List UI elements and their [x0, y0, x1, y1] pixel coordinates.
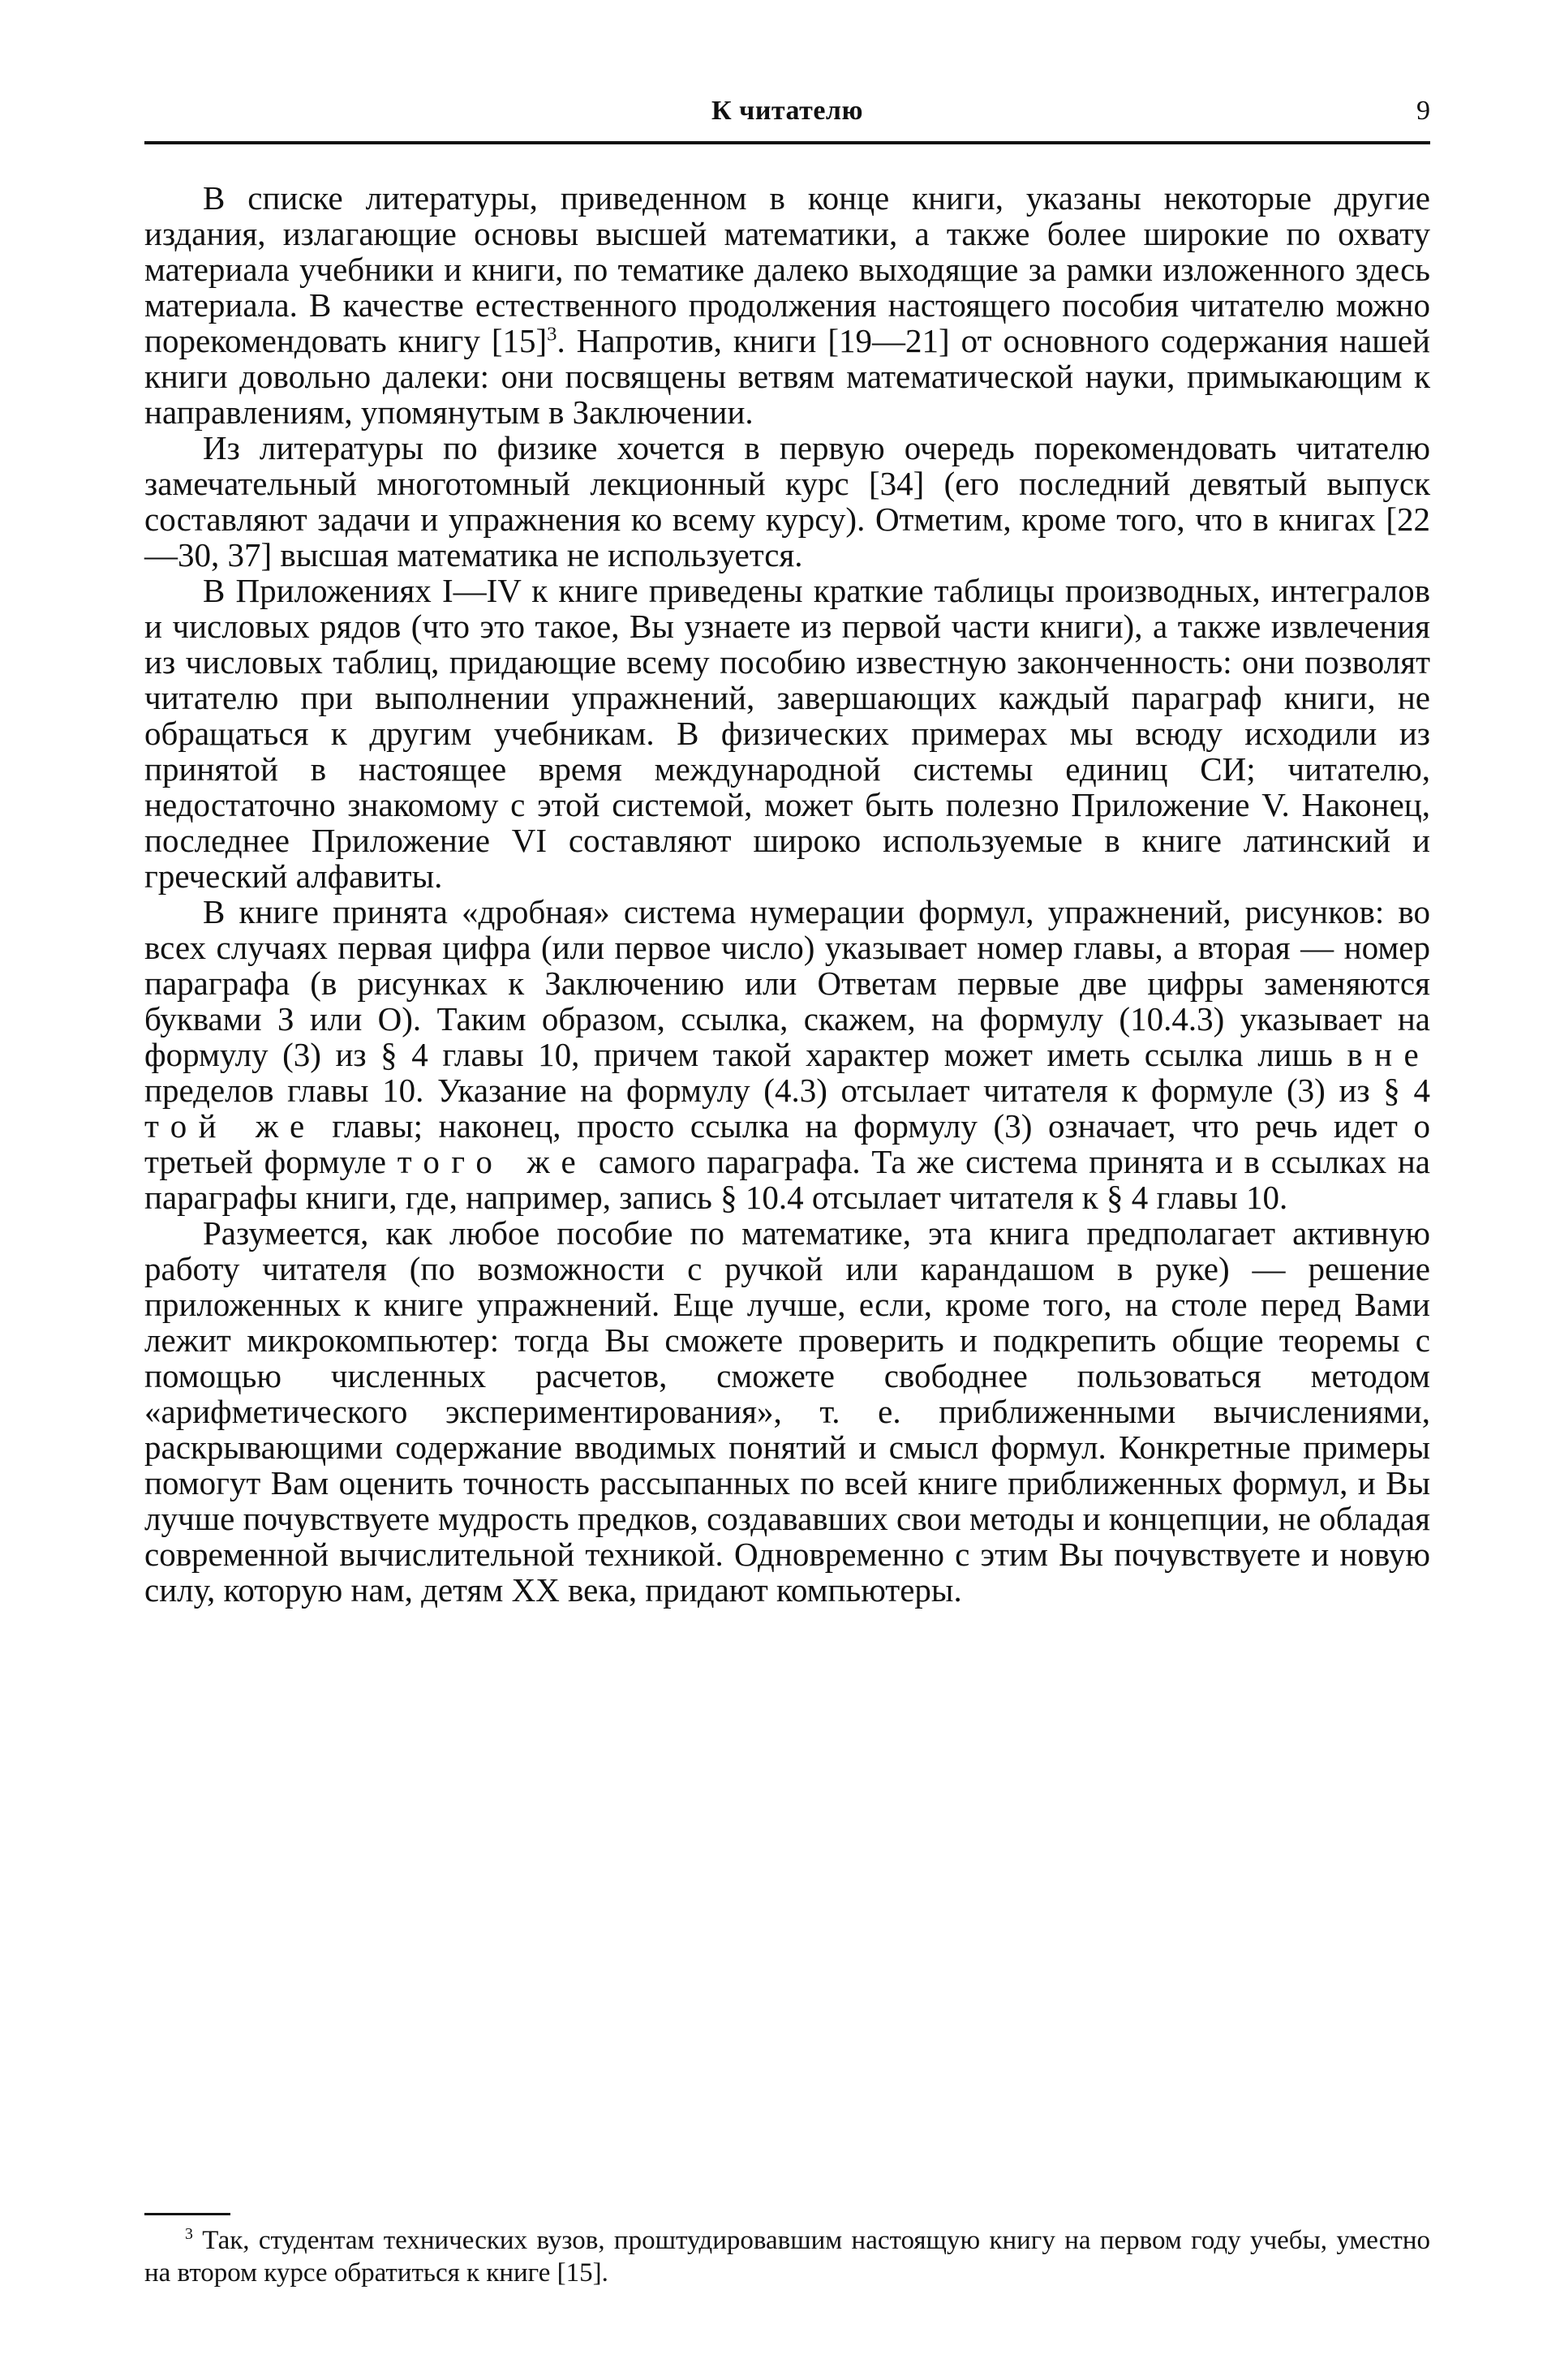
paragraph-literature-text-continued: . Напротив, книги [19—21] от основного содержания нашей книги довольно далеки: они посвящены ветвям математической науки, примыкающим к направлениям, упомянутым в Заключении. [144, 322, 1430, 431]
footnote-divider [144, 2213, 230, 2215]
numbering-text-part-1: В книге принята «дробная» система нумерации формул, упражнений, рисунков: во всех случаях первая цифра (или первое число) указывает номер главы, а вторая — номер параграфа (в рисунках к Заключению или Ответам первые две цифры заменяются буквами З или О). Таким образом, ссылка, скажем, на формулу (10.4.3) указывает на формулу (3) из § 4 главы 10, причем такой характер может иметь ссылка лишь [144, 893, 1430, 1073]
footnote-text: Так, студентам технических вузов, проштудировавшим настоящую книгу на первом году учебы, уместно на втором курсе обратиться к книге [15]. [144, 2226, 1430, 2288]
footnote-marker: 3 [185, 2225, 193, 2243]
numbering-text-part-2: пределов главы 10. Указание на формулу (4.3) отсылает читателя к формуле (3) из § 4 [144, 1072, 1430, 1109]
paragraph-active-work: Разумеется, как любое пособие по математике, эта книга предполагает активную работу читателя (по возможности с ручкой или карандашом в руке) — решение приложенных к книге упражнений. Еще лучше, если, кроме того, на столе перед Вами лежит микрокомпьютер: тогда Вы сможете проверить и подкрепить общие теоремы с помощью численных расчетов, сможете свободнее пользоваться методом «арифметического экспериментирования», т. е. приближенными вычислениями, раскрывающими содержание вводимых понятий и смысл формул. Конкретные примеры помогут Вам оценить точность рассыпанных по всей книге приближенных формул, и Вы лучше почувствуете мудрость предков, создававших свои методы и концепции, не обладая современной вычислительной техникой. Одновременно с этим Вы почувствуете и новую силу, которую нам, детям XX века, придают компьютеры. [144, 1214, 1430, 1609]
numbering-text-part-4: самого параграфа. Та же система принята и в ссылках на параграфы книги, где, например, запись § 10.4 отсылает читателя к § 4 главы 10. [144, 1143, 1431, 1216]
footnote-reference: 3 [547, 323, 557, 346]
page-number: 9 [1416, 96, 1430, 126]
running-title: К читателю [711, 96, 863, 126]
footnote [144, 2224, 1430, 2289]
body-text [144, 180, 1430, 1608]
paragraph-literature [144, 180, 1430, 430]
emphasis-outside: вне [1347, 1036, 1431, 1073]
paragraph-physics: Из литературы по физике хочется в первую очередь порекомендовать читателю замечательный многотомный лекционный курс [34] (его последний девятый выпуск составляют задачи и упражнения ко всему курсу). Отметим, кроме того, что в книгах [22—30, 37] высшая математика не используется. [144, 429, 1430, 574]
paragraph-appendices: В Приложениях I—IV к книге приведены краткие таблицы производных, интегралов и числовых рядов (что это такое, Вы узнаете из первой части книги), а также извлечения из числовых таблиц, придающие всему пособию известную законченность: они позволят читателю при выполнении упражнений, завершающих каждый параграф книги, не обращаться к другим учебникам. В физических примерах мы всюду исходили из принятой в настоящее время международной системы единиц СИ; читателю, недостаточно знакомому с этой системой, может быть полезно Приложение V. Наконец, последнее Приложение VI составляют широко используемые в книге латинский и греческий алфавиты. [144, 572, 1430, 895]
emphasis-same-section: того же [397, 1143, 588, 1180]
paragraph-numbering [144, 894, 1430, 1215]
numbering-text-part-3: главы; наконец, просто ссылка на формулу (3) означает, что речь идет о третьей формуле [144, 1107, 1431, 1180]
paragraph-literature-text: В списке литературы, приведенном в конце книги, указаны некоторые другие издания, излагающие основы высшей математики, а также более широкие по охвату материала учебники и книги, по тематике далеко выходящие за рамки изложенного здесь материала. В качестве естественного продолжения настоящего пособия читателю можно порекомендовать книгу [15] [144, 179, 1430, 359]
emphasis-same: той же [144, 1107, 316, 1145]
page-header [144, 91, 1430, 144]
